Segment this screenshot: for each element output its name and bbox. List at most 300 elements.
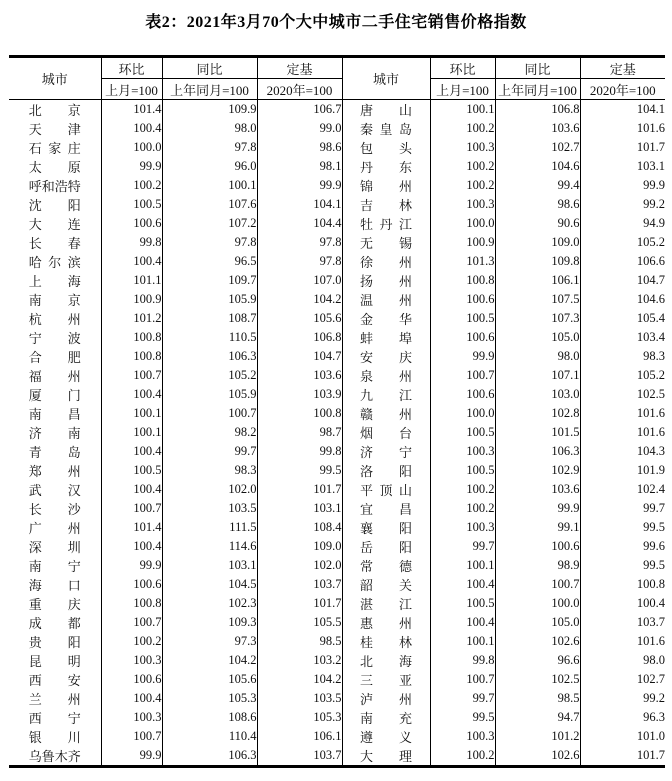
city-name: 南京 bbox=[28, 293, 81, 308]
yoy-value-cell: 98.2 bbox=[162, 423, 257, 442]
city-cell bbox=[9, 157, 101, 176]
yoy-value-cell: 98.3 bbox=[162, 461, 257, 480]
yoy-value-cell: 110.4 bbox=[162, 727, 257, 746]
fixed-value-cell: 97.8 bbox=[257, 233, 342, 252]
city-cell bbox=[342, 480, 430, 499]
city-cell bbox=[9, 423, 101, 442]
mom-value-cell: 100.7 bbox=[101, 366, 162, 385]
city-name: 南充 bbox=[360, 711, 412, 726]
city-name: 武汉 bbox=[28, 483, 81, 498]
mom-value-cell: 99.9 bbox=[101, 157, 162, 176]
table-row bbox=[9, 309, 665, 328]
fixed-value-cell: 98.5 bbox=[257, 632, 342, 651]
mom-value-cell: 100.5 bbox=[430, 461, 495, 480]
city-cell bbox=[342, 746, 430, 767]
yoy-value-cell: 102.9 bbox=[495, 461, 580, 480]
table-row bbox=[9, 138, 665, 157]
city-cell bbox=[9, 100, 101, 120]
yoy-value-cell: 102.0 bbox=[162, 480, 257, 499]
city-name: 青岛 bbox=[28, 445, 81, 460]
mom-value-cell: 100.3 bbox=[101, 651, 162, 670]
city-name: 宁波 bbox=[28, 331, 81, 346]
fixed-value-cell: 106.1 bbox=[257, 727, 342, 746]
yoy-value-cell: 98.5 bbox=[495, 689, 580, 708]
mom-value-cell: 100.2 bbox=[430, 746, 495, 767]
city-cell bbox=[9, 537, 101, 556]
fixed-value-cell: 103.7 bbox=[257, 575, 342, 594]
city-name: 厦门 bbox=[28, 388, 81, 403]
city-cell bbox=[342, 195, 430, 214]
fixed-value-cell: 99.5 bbox=[580, 556, 665, 575]
city-name: 包头 bbox=[360, 141, 412, 156]
table-title: 表2：2021年3月70个大中城市二手住宅销售价格指数 bbox=[145, 14, 527, 31]
fixed-value-cell: 99.2 bbox=[580, 195, 665, 214]
fixed-value-cell: 100.4 bbox=[580, 594, 665, 613]
mom-value-cell: 100.0 bbox=[430, 214, 495, 233]
mom-value-cell: 100.8 bbox=[101, 328, 162, 347]
fixed-value-cell: 101.6 bbox=[580, 632, 665, 651]
city-name: 西宁 bbox=[28, 711, 81, 726]
yoy-value-cell: 99.4 bbox=[495, 176, 580, 195]
city-cell bbox=[9, 309, 101, 328]
mom-value-cell: 100.9 bbox=[430, 233, 495, 252]
fixed-value-cell: 101.9 bbox=[580, 461, 665, 480]
yoy-value-cell: 103.0 bbox=[495, 385, 580, 404]
city-name: 哈尔滨 bbox=[28, 255, 81, 270]
table-row bbox=[9, 537, 665, 556]
city-name: 三亚 bbox=[360, 673, 412, 688]
city-cell bbox=[342, 518, 430, 537]
city-name: 岳阳 bbox=[360, 540, 412, 555]
yoy-value-cell: 110.5 bbox=[162, 328, 257, 347]
city-name: 乌鲁木齐 bbox=[28, 749, 81, 764]
yoy-value-cell: 100.0 bbox=[495, 594, 580, 613]
col-subheader-mom-base-left: 上月=100 bbox=[101, 79, 162, 100]
fixed-value-cell: 99.5 bbox=[257, 461, 342, 480]
col-header-city-right: 城市 bbox=[342, 57, 430, 100]
fixed-value-cell: 100.8 bbox=[257, 404, 342, 423]
fixed-value-cell: 103.9 bbox=[257, 385, 342, 404]
city-name: 福州 bbox=[28, 369, 81, 384]
yoy-value-cell: 97.8 bbox=[162, 233, 257, 252]
fixed-value-cell: 105.2 bbox=[580, 366, 665, 385]
city-name: 济南 bbox=[28, 426, 81, 441]
mom-value-cell: 100.6 bbox=[430, 385, 495, 404]
city-name: 沈阳 bbox=[28, 198, 81, 213]
city-name: 郑州 bbox=[28, 464, 81, 479]
fixed-value-cell: 108.4 bbox=[257, 518, 342, 537]
city-cell bbox=[342, 632, 430, 651]
mom-value-cell: 100.2 bbox=[430, 119, 495, 138]
city-cell bbox=[9, 366, 101, 385]
yoy-value-cell: 102.5 bbox=[495, 670, 580, 689]
yoy-value-cell: 102.7 bbox=[495, 138, 580, 157]
city-cell bbox=[342, 442, 430, 461]
city-name: 韶关 bbox=[360, 578, 412, 593]
fixed-value-cell: 104.3 bbox=[580, 442, 665, 461]
city-name: 海口 bbox=[28, 578, 81, 593]
table-body bbox=[9, 100, 665, 767]
table-row bbox=[9, 195, 665, 214]
table-row bbox=[9, 347, 665, 366]
city-cell bbox=[342, 100, 430, 120]
city-cell bbox=[342, 214, 430, 233]
city-name: 湛江 bbox=[360, 597, 412, 612]
city-name: 常德 bbox=[360, 559, 412, 574]
fixed-value-cell: 104.4 bbox=[257, 214, 342, 233]
fixed-value-cell: 105.3 bbox=[257, 708, 342, 727]
mom-value-cell: 100.4 bbox=[101, 442, 162, 461]
fixed-value-cell: 98.3 bbox=[580, 347, 665, 366]
mom-value-cell: 100.1 bbox=[101, 423, 162, 442]
fixed-value-cell: 104.1 bbox=[257, 195, 342, 214]
city-name: 金华 bbox=[360, 312, 412, 327]
mom-value-cell: 100.5 bbox=[101, 461, 162, 480]
fixed-value-cell: 99.9 bbox=[257, 176, 342, 195]
table-row bbox=[9, 746, 665, 767]
city-name: 深圳 bbox=[28, 540, 81, 555]
yoy-value-cell: 111.5 bbox=[162, 518, 257, 537]
fixed-value-cell: 103.1 bbox=[580, 157, 665, 176]
city-name: 扬州 bbox=[360, 274, 412, 289]
city-cell bbox=[342, 157, 430, 176]
city-cell bbox=[342, 309, 430, 328]
table-row bbox=[9, 575, 665, 594]
table-row bbox=[9, 613, 665, 632]
yoy-value-cell: 108.6 bbox=[162, 708, 257, 727]
mom-value-cell: 100.2 bbox=[430, 176, 495, 195]
city-cell bbox=[342, 404, 430, 423]
mom-value-cell: 100.8 bbox=[101, 347, 162, 366]
city-cell bbox=[9, 689, 101, 708]
city-cell bbox=[342, 366, 430, 385]
fixed-value-cell: 106.7 bbox=[257, 100, 342, 120]
yoy-value-cell: 109.0 bbox=[495, 233, 580, 252]
city-cell bbox=[9, 347, 101, 366]
yoy-value-cell: 99.7 bbox=[162, 442, 257, 461]
fixed-value-cell: 103.6 bbox=[257, 366, 342, 385]
yoy-value-cell: 102.6 bbox=[495, 632, 580, 651]
table-row bbox=[9, 119, 665, 138]
yoy-value-cell: 98.0 bbox=[495, 347, 580, 366]
fixed-value-cell: 103.2 bbox=[257, 651, 342, 670]
city-name: 天津 bbox=[28, 122, 81, 137]
table-row bbox=[9, 727, 665, 746]
mom-value-cell: 100.5 bbox=[430, 423, 495, 442]
fixed-value-cell: 103.5 bbox=[257, 689, 342, 708]
table-row bbox=[9, 632, 665, 651]
city-name: 上海 bbox=[28, 274, 81, 289]
mom-value-cell: 101.1 bbox=[101, 271, 162, 290]
city-cell bbox=[9, 613, 101, 632]
yoy-value-cell: 114.6 bbox=[162, 537, 257, 556]
mom-value-cell: 100.4 bbox=[101, 119, 162, 138]
city-cell bbox=[342, 461, 430, 480]
fixed-value-cell: 104.7 bbox=[257, 347, 342, 366]
fixed-value-cell: 99.0 bbox=[257, 119, 342, 138]
yoy-value-cell: 107.5 bbox=[495, 290, 580, 309]
city-cell bbox=[342, 670, 430, 689]
city-cell bbox=[9, 632, 101, 651]
yoy-value-cell: 105.9 bbox=[162, 290, 257, 309]
col-header-mom-left: 环比 bbox=[101, 57, 162, 79]
col-header-fixed-right: 定基 bbox=[580, 57, 665, 79]
table-row bbox=[9, 556, 665, 575]
yoy-value-cell: 105.3 bbox=[162, 689, 257, 708]
yoy-value-cell: 99.1 bbox=[495, 518, 580, 537]
city-cell bbox=[342, 347, 430, 366]
fixed-value-cell: 104.2 bbox=[257, 670, 342, 689]
fixed-value-cell: 103.7 bbox=[580, 613, 665, 632]
fixed-value-cell: 98.0 bbox=[580, 651, 665, 670]
mom-value-cell: 100.7 bbox=[430, 670, 495, 689]
fixed-value-cell: 104.2 bbox=[257, 290, 342, 309]
city-name: 烟台 bbox=[360, 426, 412, 441]
city-name: 泉州 bbox=[360, 369, 412, 384]
mom-value-cell: 100.5 bbox=[430, 309, 495, 328]
yoy-value-cell: 108.7 bbox=[162, 309, 257, 328]
mom-value-cell: 100.3 bbox=[101, 708, 162, 727]
yoy-value-cell: 109.7 bbox=[162, 271, 257, 290]
col-header-yoy-left: 同比 bbox=[162, 57, 257, 79]
yoy-value-cell: 106.3 bbox=[162, 347, 257, 366]
fixed-value-cell: 98.1 bbox=[257, 157, 342, 176]
city-cell bbox=[9, 214, 101, 233]
table-row bbox=[9, 233, 665, 252]
mom-value-cell: 100.3 bbox=[430, 442, 495, 461]
city-cell bbox=[342, 176, 430, 195]
fixed-value-cell: 106.6 bbox=[580, 252, 665, 271]
city-cell bbox=[9, 480, 101, 499]
city-name: 泸州 bbox=[360, 692, 412, 707]
city-cell bbox=[342, 708, 430, 727]
table-row bbox=[9, 290, 665, 309]
city-cell bbox=[9, 651, 101, 670]
col-header-fixed-left: 定基 bbox=[257, 57, 342, 79]
col-subheader-mom-base-right: 上月=100 bbox=[430, 79, 495, 100]
col-header-yoy-right: 同比 bbox=[495, 57, 580, 79]
mom-value-cell: 100.8 bbox=[430, 271, 495, 290]
mom-value-cell: 99.9 bbox=[430, 347, 495, 366]
city-name: 广州 bbox=[28, 521, 81, 536]
city-cell bbox=[342, 727, 430, 746]
fixed-value-cell: 105.4 bbox=[580, 309, 665, 328]
mom-value-cell: 99.9 bbox=[101, 556, 162, 575]
city-cell bbox=[9, 518, 101, 537]
city-cell bbox=[9, 138, 101, 157]
city-cell bbox=[9, 404, 101, 423]
fixed-value-cell: 100.8 bbox=[580, 575, 665, 594]
yoy-value-cell: 101.5 bbox=[495, 423, 580, 442]
table-row bbox=[9, 442, 665, 461]
mom-value-cell: 100.6 bbox=[101, 214, 162, 233]
yoy-value-cell: 102.6 bbox=[495, 746, 580, 767]
table-row bbox=[9, 461, 665, 480]
city-cell bbox=[342, 594, 430, 613]
mom-value-cell: 99.7 bbox=[430, 537, 495, 556]
mom-value-cell: 100.5 bbox=[430, 594, 495, 613]
mom-value-cell: 100.2 bbox=[430, 157, 495, 176]
city-cell bbox=[342, 119, 430, 138]
yoy-value-cell: 98.6 bbox=[495, 195, 580, 214]
fixed-value-cell: 102.0 bbox=[257, 556, 342, 575]
fixed-value-cell: 109.0 bbox=[257, 537, 342, 556]
yoy-value-cell: 106.3 bbox=[495, 442, 580, 461]
yoy-value-cell: 97.3 bbox=[162, 632, 257, 651]
mom-value-cell: 100.7 bbox=[101, 727, 162, 746]
mom-value-cell: 100.1 bbox=[430, 632, 495, 651]
city-name: 襄阳 bbox=[360, 521, 412, 536]
fixed-value-cell: 101.7 bbox=[580, 138, 665, 157]
fixed-value-cell: 101.6 bbox=[580, 119, 665, 138]
city-name: 桂林 bbox=[360, 635, 412, 650]
city-name: 石家庄 bbox=[28, 141, 81, 156]
mom-value-cell: 100.4 bbox=[430, 575, 495, 594]
city-name: 遵义 bbox=[360, 730, 412, 745]
city-name: 吉林 bbox=[360, 198, 412, 213]
city-name: 无锡 bbox=[360, 236, 412, 251]
mom-value-cell: 100.4 bbox=[101, 252, 162, 271]
table-row bbox=[9, 651, 665, 670]
table-row bbox=[9, 404, 665, 423]
city-cell bbox=[342, 138, 430, 157]
city-name: 蚌埠 bbox=[360, 331, 412, 346]
mom-value-cell: 100.3 bbox=[430, 138, 495, 157]
yoy-value-cell: 105.0 bbox=[495, 328, 580, 347]
city-name: 锦州 bbox=[360, 179, 412, 194]
fixed-value-cell: 103.1 bbox=[257, 499, 342, 518]
city-cell bbox=[342, 290, 430, 309]
city-cell bbox=[9, 176, 101, 195]
table-row bbox=[9, 100, 665, 120]
city-name: 温州 bbox=[360, 293, 412, 308]
yoy-value-cell: 97.8 bbox=[162, 138, 257, 157]
city-cell bbox=[9, 442, 101, 461]
fixed-value-cell: 99.8 bbox=[257, 442, 342, 461]
table-row bbox=[9, 480, 665, 499]
table-row bbox=[9, 499, 665, 518]
mom-value-cell: 99.9 bbox=[101, 746, 162, 767]
city-cell bbox=[9, 233, 101, 252]
city-cell bbox=[9, 195, 101, 214]
col-header-mom-right: 环比 bbox=[430, 57, 495, 79]
col-subheader-yoy-base-right: 上年同月=100 bbox=[495, 79, 580, 100]
fixed-value-cell: 107.0 bbox=[257, 271, 342, 290]
yoy-value-cell: 96.5 bbox=[162, 252, 257, 271]
mom-value-cell: 100.7 bbox=[101, 613, 162, 632]
table-row bbox=[9, 157, 665, 176]
city-cell bbox=[342, 651, 430, 670]
city-cell bbox=[9, 670, 101, 689]
fixed-value-cell: 98.6 bbox=[257, 138, 342, 157]
city-cell bbox=[342, 385, 430, 404]
mom-value-cell: 100.2 bbox=[101, 632, 162, 651]
yoy-value-cell: 94.7 bbox=[495, 708, 580, 727]
city-name: 安庆 bbox=[360, 350, 412, 365]
mom-value-cell: 100.6 bbox=[101, 575, 162, 594]
mom-value-cell: 100.3 bbox=[430, 727, 495, 746]
table-row bbox=[9, 670, 665, 689]
table-row bbox=[9, 252, 665, 271]
mom-value-cell: 100.4 bbox=[101, 385, 162, 404]
fixed-value-cell: 99.7 bbox=[580, 499, 665, 518]
yoy-value-cell: 106.8 bbox=[495, 100, 580, 120]
city-cell bbox=[9, 556, 101, 575]
yoy-value-cell: 109.3 bbox=[162, 613, 257, 632]
city-cell bbox=[9, 746, 101, 767]
city-cell bbox=[9, 708, 101, 727]
yoy-value-cell: 106.3 bbox=[162, 746, 257, 767]
table-row bbox=[9, 708, 665, 727]
yoy-value-cell: 109.8 bbox=[495, 252, 580, 271]
mom-value-cell: 100.2 bbox=[101, 176, 162, 195]
mom-value-cell: 101.4 bbox=[101, 518, 162, 537]
mom-value-cell: 99.7 bbox=[430, 689, 495, 708]
mom-value-cell: 100.2 bbox=[430, 480, 495, 499]
yoy-value-cell: 104.5 bbox=[162, 575, 257, 594]
col-header-city-left: 城市 bbox=[9, 57, 101, 100]
fixed-value-cell: 101.7 bbox=[257, 480, 342, 499]
table-row bbox=[9, 689, 665, 708]
mom-value-cell: 101.3 bbox=[430, 252, 495, 271]
table-row bbox=[9, 385, 665, 404]
fixed-value-cell: 105.2 bbox=[580, 233, 665, 252]
mom-value-cell: 100.7 bbox=[101, 499, 162, 518]
fixed-value-cell: 104.7 bbox=[580, 271, 665, 290]
yoy-value-cell: 101.2 bbox=[495, 727, 580, 746]
fixed-value-cell: 101.7 bbox=[580, 746, 665, 767]
city-name: 南宁 bbox=[28, 559, 81, 574]
mom-value-cell: 100.3 bbox=[430, 195, 495, 214]
mom-value-cell: 100.1 bbox=[430, 556, 495, 575]
mom-value-cell: 100.6 bbox=[430, 328, 495, 347]
city-name: 重庆 bbox=[28, 597, 81, 612]
col-subheader-fixed-base-right: 2020年=100 bbox=[580, 79, 665, 100]
city-cell bbox=[342, 575, 430, 594]
city-name: 杭州 bbox=[28, 312, 81, 327]
col-subheader-yoy-base-left: 上年同月=100 bbox=[162, 79, 257, 100]
city-name: 济宁 bbox=[360, 445, 412, 460]
fixed-value-cell: 102.7 bbox=[580, 670, 665, 689]
mom-value-cell: 100.1 bbox=[430, 100, 495, 120]
fixed-value-cell: 104.1 bbox=[580, 100, 665, 120]
city-cell bbox=[9, 328, 101, 347]
city-name: 牡丹江 bbox=[360, 217, 412, 232]
city-cell bbox=[9, 252, 101, 271]
yoy-value-cell: 105.6 bbox=[162, 670, 257, 689]
yoy-value-cell: 100.6 bbox=[495, 537, 580, 556]
city-cell bbox=[9, 385, 101, 404]
yoy-value-cell: 96.6 bbox=[495, 651, 580, 670]
city-cell bbox=[9, 727, 101, 746]
mom-value-cell: 100.8 bbox=[101, 594, 162, 613]
table-row bbox=[9, 328, 665, 347]
city-name: 北京 bbox=[28, 103, 81, 118]
city-name: 丹东 bbox=[360, 160, 412, 175]
city-name: 九江 bbox=[360, 388, 412, 403]
city-cell bbox=[9, 499, 101, 518]
mom-value-cell: 100.5 bbox=[101, 195, 162, 214]
fixed-value-cell: 99.9 bbox=[580, 176, 665, 195]
fixed-value-cell: 103.4 bbox=[580, 328, 665, 347]
city-cell bbox=[9, 290, 101, 309]
yoy-value-cell: 105.9 bbox=[162, 385, 257, 404]
yoy-value-cell: 103.6 bbox=[495, 119, 580, 138]
city-name: 昆明 bbox=[28, 654, 81, 669]
city-cell bbox=[342, 499, 430, 518]
table-row bbox=[9, 594, 665, 613]
city-name: 呼和浩特 bbox=[28, 179, 81, 194]
